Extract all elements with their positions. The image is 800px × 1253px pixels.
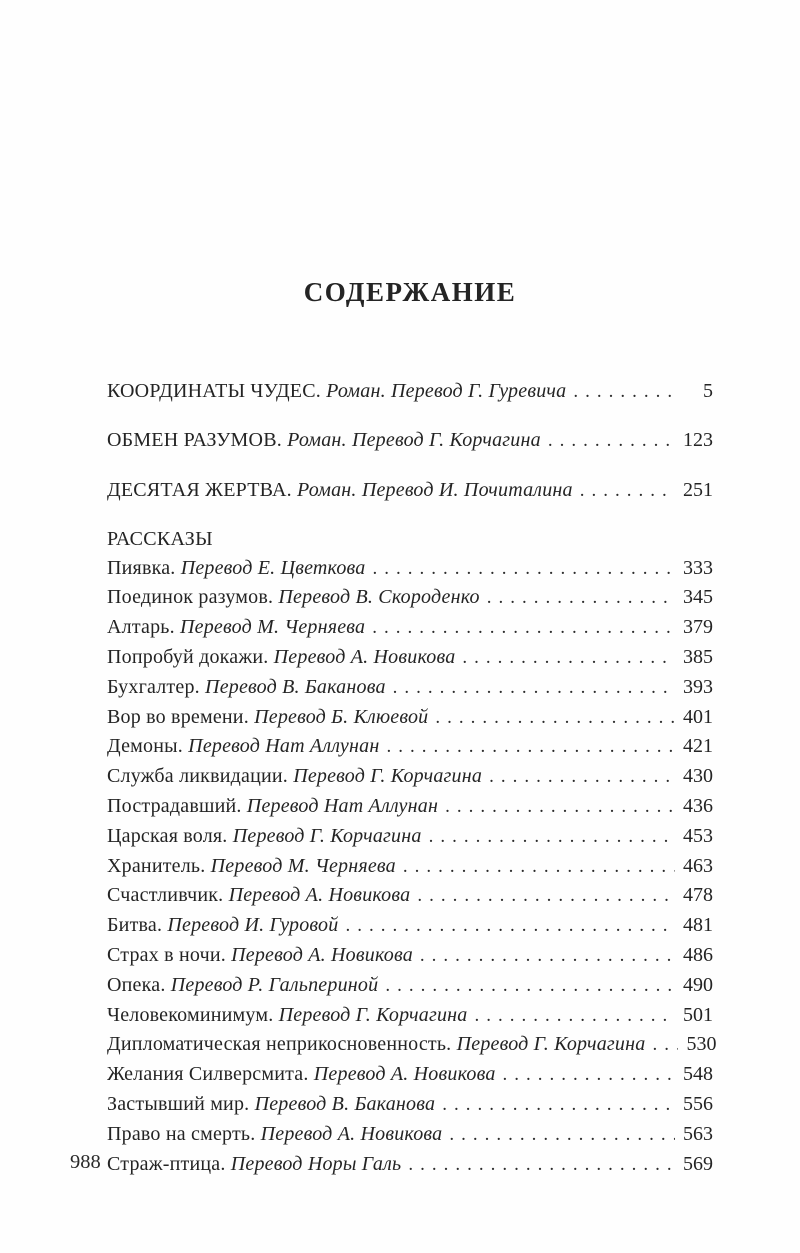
dot-leader [489, 762, 675, 792]
entry-label [107, 703, 428, 732]
toc-entry [107, 881, 713, 911]
entry-label [107, 941, 413, 970]
toc-entry [107, 377, 713, 407]
entry-title: Страх в ночи. [107, 944, 226, 967]
dot-leader [652, 1030, 678, 1060]
toc-entry [107, 583, 713, 613]
entry-title: Алтарь. [107, 616, 175, 639]
dot-leader [408, 1150, 675, 1180]
entry-title: Бухгалтер. [107, 675, 200, 698]
entry-page-number: 430 [683, 765, 713, 788]
entry-page-number: 481 [683, 914, 713, 937]
entry-label [107, 1090, 435, 1119]
entry-translator: Перевод Г. Корчагина [456, 1033, 646, 1056]
entry-title: Застывший мир. [107, 1093, 250, 1116]
entry-label [107, 1030, 645, 1059]
entry-translator: Перевод Р. Гальпериной [170, 973, 379, 996]
entry-page-number: 123 [683, 429, 713, 452]
entry-translator: Перевод А. Новикова [231, 944, 413, 967]
toc-entry [107, 1001, 713, 1031]
entry-translator: Перевод Г. Корчагина [293, 765, 483, 788]
entry-title: ОБМЕН РАЗУМОВ. [107, 429, 282, 452]
toc-entry [107, 426, 713, 456]
entry-translator: Перевод А. Новикова [273, 646, 456, 669]
entry-title: Счастливчик. [107, 884, 224, 907]
entry-translator: Перевод Г. Корчагина [278, 1003, 468, 1026]
entry-title: Человекоминимум. [107, 1003, 274, 1026]
entry-translator: Перевод Нат Аллунан [246, 795, 439, 818]
dot-leader [573, 377, 675, 407]
entry-translator: Перевод М. Черняева [210, 854, 396, 877]
toc-entry [107, 1150, 713, 1180]
folio-page-number: 988 [70, 1151, 101, 1173]
entry-title: Битва. [107, 914, 163, 937]
entry-translator: Роман. Перевод Г. Гуревича [326, 380, 567, 402]
entry-label [107, 1150, 401, 1179]
dot-leader [417, 881, 675, 911]
toc-entry [107, 643, 713, 673]
entry-label [107, 971, 378, 1000]
entry-page-number: 463 [683, 854, 713, 877]
entry-label [107, 762, 482, 791]
entry-page-number: 5 [703, 380, 713, 402]
entry-title: Демоны. [107, 735, 183, 758]
entry-label [107, 673, 386, 702]
toc-entry [107, 476, 713, 506]
entry-label [107, 1060, 496, 1089]
entry-page-number: 501 [683, 1003, 713, 1026]
entry-label [107, 732, 379, 761]
dot-leader [580, 476, 675, 506]
entry-translator: Перевод Нат Аллунан [188, 735, 380, 758]
dot-leader [403, 852, 675, 882]
entry-page-number: 490 [683, 973, 713, 996]
toc-entry [107, 911, 713, 941]
entry-label [107, 911, 338, 940]
entry-page-number: 251 [683, 478, 713, 501]
entry-translator: Перевод Г. Корчагина [232, 824, 422, 847]
entry-translator: Перевод А. Новикова [313, 1063, 496, 1086]
entry-page-number: 436 [683, 795, 713, 818]
dot-leader [345, 911, 675, 941]
stories-list [107, 554, 717, 1180]
entry-label [107, 1001, 467, 1030]
entry-title: Пострадавший. [107, 795, 242, 818]
entry-label [107, 643, 455, 672]
toc-entry [107, 792, 713, 822]
entry-page-number: 478 [683, 884, 713, 907]
entry-label [107, 613, 365, 642]
entry-title: КООРДИНАТЫ ЧУДЕС. [107, 380, 321, 402]
entry-translator: Роман. Перевод Г. Корчагина [287, 429, 541, 452]
entry-title: Служба ликвидации. [107, 765, 288, 788]
entry-title: Желания Силверсмита. [107, 1063, 309, 1086]
entry-title: Попробуй докажи. [107, 646, 269, 669]
entry-label [107, 852, 396, 881]
entry-title: Поединок разумов. [107, 586, 274, 609]
entry-translator: Перевод Б. Клюевой [254, 705, 429, 728]
entry-page-number: 563 [683, 1122, 713, 1145]
dot-leader [372, 613, 675, 643]
dot-leader [386, 732, 675, 762]
entry-translator: Перевод А. Новикова [228, 884, 411, 907]
entry-page-number: 345 [683, 586, 713, 609]
dot-leader [435, 703, 675, 733]
entry-label [107, 476, 573, 505]
entry-label [107, 554, 366, 583]
toc-entry [107, 762, 713, 792]
entry-title: Дипломатическая неприкосновенность. [107, 1033, 452, 1056]
entry-translator: Перевод М. Черняева [180, 616, 366, 639]
dot-leader [462, 643, 675, 673]
toc-entry [107, 941, 713, 971]
entry-translator: Перевод И. Гуровой [167, 914, 339, 937]
toc-entry [107, 1120, 713, 1150]
toc-entry [107, 554, 713, 584]
entry-title: Хранитель. [107, 854, 206, 877]
toc-entry [107, 673, 713, 703]
toc-entry [107, 1090, 713, 1120]
entry-page-number: 453 [683, 824, 713, 847]
entry-page-number: 548 [683, 1063, 713, 1086]
entry-page-number: 385 [683, 646, 713, 669]
dot-leader [449, 1120, 675, 1150]
entry-page-number: 393 [683, 675, 713, 698]
entry-page-number: 333 [683, 556, 713, 579]
dot-leader [474, 1001, 675, 1031]
dot-leader [503, 1060, 675, 1090]
entry-title: ДЕСЯТАЯ ЖЕРТВА. [107, 478, 292, 501]
toc-entry [107, 613, 713, 643]
entry-translator: Перевод В. Баканова [205, 675, 386, 698]
dot-leader [385, 971, 675, 1001]
entry-page-number: 421 [683, 735, 713, 758]
entry-label [107, 377, 566, 406]
entry-title: Пиявка. [107, 556, 176, 579]
entry-translator: Перевод Норы Галь [230, 1152, 402, 1175]
entry-page-number: 556 [683, 1093, 713, 1116]
entry-label [107, 822, 422, 851]
entry-title: Вор во времени. [107, 705, 249, 728]
entry-page-number: 569 [683, 1152, 713, 1175]
toc-entry [107, 852, 713, 882]
entry-translator: Перевод А. Новикова [260, 1122, 443, 1145]
toc-entry [107, 971, 713, 1001]
dot-leader [420, 941, 675, 971]
entry-page-number: 379 [683, 616, 713, 639]
dot-leader [373, 554, 676, 584]
dot-leader [548, 426, 675, 456]
toc-entry [107, 703, 713, 733]
entry-label [107, 1120, 442, 1149]
entry-translator: Перевод В. Скороденко [278, 586, 480, 609]
table-of-contents [107, 377, 717, 1179]
entry-label [107, 881, 410, 910]
dot-leader [487, 583, 675, 613]
entry-translator: Перевод В. Баканова [254, 1093, 436, 1116]
entry-label [107, 792, 438, 821]
novels-list [107, 377, 713, 505]
entry-translator: Перевод Е. Цветкова [180, 556, 366, 579]
entry-page-number: 530 [686, 1033, 717, 1056]
dot-leader [429, 822, 675, 852]
toc-entry [107, 1030, 717, 1060]
contents-title: СОДЕРЖАНИЕ [303, 277, 517, 307]
entry-title: Царская воля. [107, 824, 228, 847]
toc-entry [107, 1060, 713, 1090]
entry-label [107, 583, 480, 612]
entry-page-number: 401 [683, 705, 713, 728]
toc-entry [107, 822, 713, 852]
dot-leader [445, 792, 675, 822]
entry-page-number: 486 [683, 944, 713, 967]
entry-title: Опека. [107, 973, 166, 996]
section-header-stories: РАССКАЗЫ [107, 527, 213, 550]
dot-leader [442, 1090, 675, 1120]
entry-title: Право на смерть. [107, 1122, 256, 1145]
dot-leader [393, 673, 675, 703]
entry-label [107, 426, 541, 455]
entry-translator: Роман. Перевод И. Почиталина [297, 478, 573, 501]
entry-title: Страж-птица. [107, 1152, 226, 1175]
toc-entry [107, 732, 713, 762]
